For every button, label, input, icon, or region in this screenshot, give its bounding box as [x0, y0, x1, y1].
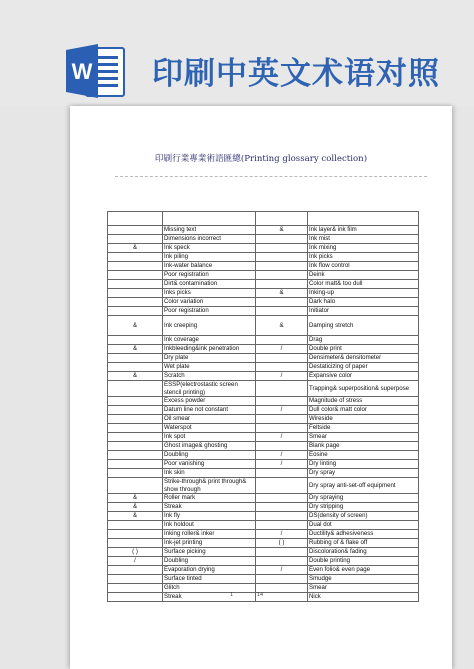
term-cell: Ink creeping [163, 316, 256, 336]
term-cell: ESSP(electrostastic screen stencil printing) [163, 381, 256, 397]
col-marker-cell [108, 235, 163, 244]
col-marker-cell [256, 469, 308, 478]
term-cell: Dry spraying [308, 494, 419, 503]
term-cell: Dry stripping [308, 503, 419, 512]
term-cell: Missing text [163, 226, 256, 235]
term-cell: Ink-water balance [163, 262, 256, 271]
table-row [108, 460, 419, 469]
page-number: 1 [230, 592, 233, 598]
col-marker-cell: / [256, 433, 308, 442]
term-cell: Eosine [308, 451, 419, 460]
table-row [108, 336, 419, 345]
term-cell: Poor registration [163, 307, 256, 316]
col-marker-cell [256, 442, 308, 451]
col-marker-cell [108, 354, 163, 363]
table-row [108, 584, 419, 593]
table-row [108, 363, 419, 372]
col-marker-cell [256, 397, 308, 406]
term-cell: Ink-jet printing [163, 539, 256, 548]
term-cell: Streak [163, 593, 256, 602]
term-cell: Densimeter& densitometer [308, 354, 419, 363]
col-marker-cell: / [256, 530, 308, 539]
term-cell: Doubling [163, 451, 256, 460]
table-row [108, 566, 419, 575]
term-cell: Ink speck [163, 244, 256, 253]
term-cell: Magnitude of stress [308, 397, 419, 406]
term-cell: Glitch [163, 584, 256, 593]
table-row [108, 548, 419, 557]
term-cell: Dry spray [308, 469, 419, 478]
table-row [108, 244, 419, 253]
col-marker-cell: / [108, 557, 163, 566]
col-marker-cell [108, 212, 163, 226]
glossary-table-body [108, 212, 419, 602]
document-page [70, 106, 452, 669]
term-cell: Dry plate [163, 354, 256, 363]
term-cell: Roller mark [163, 494, 256, 503]
term-cell: Dull color& matt color [308, 406, 419, 415]
term-cell: Streak [163, 503, 256, 512]
table-row [108, 212, 419, 226]
term-cell: Inking roller& inker [163, 530, 256, 539]
col-marker-cell [108, 442, 163, 451]
col-marker-cell [256, 503, 308, 512]
term-cell: Poor vanishing [163, 460, 256, 469]
term-cell: Smear [308, 433, 419, 442]
col-marker-cell [256, 235, 308, 244]
col-marker-cell [108, 271, 163, 280]
term-cell: Double print [308, 345, 419, 354]
col-marker-cell [256, 584, 308, 593]
table-row [108, 253, 419, 262]
term-cell: Damping stretch [308, 316, 419, 336]
col-marker-cell: ( ) [108, 548, 163, 557]
col-marker-cell [108, 424, 163, 433]
col-marker-cell [108, 262, 163, 271]
term-cell: Ink mixing [308, 244, 419, 253]
col-marker-cell: & [108, 512, 163, 521]
col-marker-cell [256, 415, 308, 424]
term-cell: Ink picks [308, 253, 419, 262]
term-cell: Ink mist [308, 235, 419, 244]
col-marker-cell [108, 539, 163, 548]
term-cell: Nick [308, 593, 419, 602]
table-row [108, 415, 419, 424]
col-marker-cell [256, 307, 308, 316]
term-cell: Discoloration& fading [308, 548, 419, 557]
col-marker-cell [108, 363, 163, 372]
term-cell: Color matt& too dull [308, 280, 419, 289]
term-cell: Wet plate [163, 363, 256, 372]
col-marker-cell [256, 271, 308, 280]
table-row [108, 469, 419, 478]
col-marker-cell [256, 262, 308, 271]
table-row [108, 575, 419, 584]
dashed-divider [115, 176, 427, 177]
table-row [108, 521, 419, 530]
col-marker-cell [256, 298, 308, 307]
term-cell: Expansive color [308, 372, 419, 381]
term-cell: Ink layer& ink film [308, 226, 419, 235]
col-marker-cell: & [108, 244, 163, 253]
table-row [108, 381, 419, 397]
col-marker-cell [256, 424, 308, 433]
term-cell: Evaporation drying [163, 566, 256, 575]
term-cell: Ductility& adhesiveness [308, 530, 419, 539]
table-row [108, 289, 419, 298]
col-marker-cell [108, 593, 163, 602]
col-marker-cell [256, 478, 308, 494]
col-marker-cell: / [256, 345, 308, 354]
col-marker-cell [108, 397, 163, 406]
col-marker-cell [256, 363, 308, 372]
col-marker-cell [108, 307, 163, 316]
col-marker-cell [256, 575, 308, 584]
page-heading: 印刷中英文术语对照 [152, 56, 440, 92]
table-row [108, 307, 419, 316]
term-cell: Trapping& superposition& superpose [308, 381, 419, 397]
col-marker-cell: & [108, 503, 163, 512]
term-cell: Ink fly [163, 512, 256, 521]
col-marker-cell: & [108, 494, 163, 503]
col-marker-cell [108, 521, 163, 530]
term-cell: Smudge [308, 575, 419, 584]
term-cell: Ink spot [163, 433, 256, 442]
term-cell: Ghost image& ghosting [163, 442, 256, 451]
col-marker-cell: & [108, 372, 163, 381]
term-cell: Double printing [308, 557, 419, 566]
table-row [108, 494, 419, 503]
term-cell: Ink piling [163, 253, 256, 262]
table-row [108, 345, 419, 354]
table-row [108, 503, 419, 512]
col-marker-cell [108, 381, 163, 397]
term-cell: Inking-up [308, 289, 419, 298]
term-cell: Ink flow control [308, 262, 419, 271]
term-cell: Oil smear [163, 415, 256, 424]
col-marker-cell [108, 280, 163, 289]
term-cell: Drag [308, 336, 419, 345]
term-cell: Inks picks [163, 289, 256, 298]
col-marker-cell: / [256, 406, 308, 415]
col-marker-cell [108, 406, 163, 415]
col-marker-cell: & [108, 316, 163, 336]
term-cell: Even folio& even page [308, 566, 419, 575]
term-cell: Doubling [163, 557, 256, 566]
term-cell: Smear [308, 584, 419, 593]
col-marker-cell [256, 512, 308, 521]
table-row [108, 539, 419, 548]
col-marker-cell: / [256, 372, 308, 381]
col-marker-cell [108, 469, 163, 478]
term-cell: Datum line not constant [163, 406, 256, 415]
term-cell [308, 212, 419, 226]
term-cell: Poor registration [163, 271, 256, 280]
term-cell: DS(density of screen) [308, 512, 419, 521]
col-marker-cell [108, 478, 163, 494]
table-row [108, 226, 419, 235]
table-row [108, 372, 419, 381]
col-marker-cell: & [256, 289, 308, 298]
term-cell: Wireside [308, 415, 419, 424]
term-cell: Excess powder [163, 397, 256, 406]
col-marker-cell: & [256, 226, 308, 235]
table-row [108, 442, 419, 451]
term-cell: Dark halo [308, 298, 419, 307]
term-cell: Ink holdout [163, 521, 256, 530]
col-marker-cell: / [256, 566, 308, 575]
document-title: 印刷行業專業術語匯總(Printing glossary collection) [154, 154, 368, 164]
col-marker-cell [108, 336, 163, 345]
col-marker-cell [108, 289, 163, 298]
table-row [108, 397, 419, 406]
col-marker-cell [256, 521, 308, 530]
table-row [108, 316, 419, 336]
col-marker-cell [256, 494, 308, 503]
term-cell: Strike-through& print through& show through [163, 478, 256, 494]
col-marker-cell [256, 593, 308, 602]
col-marker-cell: / [256, 460, 308, 469]
table-row [108, 451, 419, 460]
table-row [108, 478, 419, 494]
col-marker-cell [256, 548, 308, 557]
term-cell: Dry spray anti-set-off equipment [308, 478, 419, 494]
table-row [108, 557, 419, 566]
col-marker-cell: ( ) [256, 539, 308, 548]
col-marker-cell [108, 415, 163, 424]
col-marker-cell [108, 575, 163, 584]
table-row [108, 512, 419, 521]
term-cell: Dirt& contamination [163, 280, 256, 289]
glossary-table [107, 211, 419, 602]
term-cell: Scratch [163, 372, 256, 381]
term-cell: Ink coverage [163, 336, 256, 345]
col-marker-cell [256, 244, 308, 253]
table-row [108, 280, 419, 289]
table-row [108, 271, 419, 280]
col-marker-cell [108, 584, 163, 593]
col-marker-cell [256, 557, 308, 566]
col-marker-cell: & [108, 345, 163, 354]
col-marker-cell [108, 253, 163, 262]
col-marker-cell [108, 566, 163, 575]
svg-text:W: W [71, 59, 93, 84]
term-cell: Surface tinted [163, 575, 256, 584]
table-row [108, 424, 419, 433]
term-cell: Destaticizing of paper [308, 363, 419, 372]
term-cell: Blank page [308, 442, 419, 451]
term-cell: Dimensions incorrect [163, 235, 256, 244]
col-marker-cell [108, 530, 163, 539]
term-cell: Waterspot [163, 424, 256, 433]
term-cell: Color variation [163, 298, 256, 307]
table-row [108, 530, 419, 539]
word-app-icon [66, 42, 126, 100]
col-marker-cell [108, 298, 163, 307]
col-marker-cell [256, 253, 308, 262]
col-marker-cell [256, 212, 308, 226]
col-marker-cell [108, 226, 163, 235]
col-marker-cell [108, 433, 163, 442]
table-row [108, 433, 419, 442]
term-cell: Deink [308, 271, 419, 280]
table-row [108, 354, 419, 363]
table-row [108, 298, 419, 307]
table-row [108, 406, 419, 415]
term-cell: Inkbleeding&ink penetration [163, 345, 256, 354]
term-cell: Dry linting [308, 460, 419, 469]
table-row [108, 235, 419, 244]
page-header [0, 0, 474, 106]
page-total: 14 [257, 592, 263, 598]
term-cell: Initiator [308, 307, 419, 316]
table-row [108, 593, 419, 602]
col-marker-cell: & [256, 316, 308, 336]
col-marker-cell [256, 280, 308, 289]
col-marker-cell [256, 381, 308, 397]
term-cell: Feltside [308, 424, 419, 433]
term-cell [163, 212, 256, 226]
term-cell: Ink skin [163, 469, 256, 478]
col-marker-cell [108, 460, 163, 469]
term-cell: Rubbing of & flake off [308, 539, 419, 548]
col-marker-cell: / [256, 451, 308, 460]
col-marker-cell [256, 354, 308, 363]
col-marker-cell [256, 336, 308, 345]
table-row [108, 262, 419, 271]
col-marker-cell [108, 451, 163, 460]
term-cell: Dual dot [308, 521, 419, 530]
term-cell: Surface picking [163, 548, 256, 557]
